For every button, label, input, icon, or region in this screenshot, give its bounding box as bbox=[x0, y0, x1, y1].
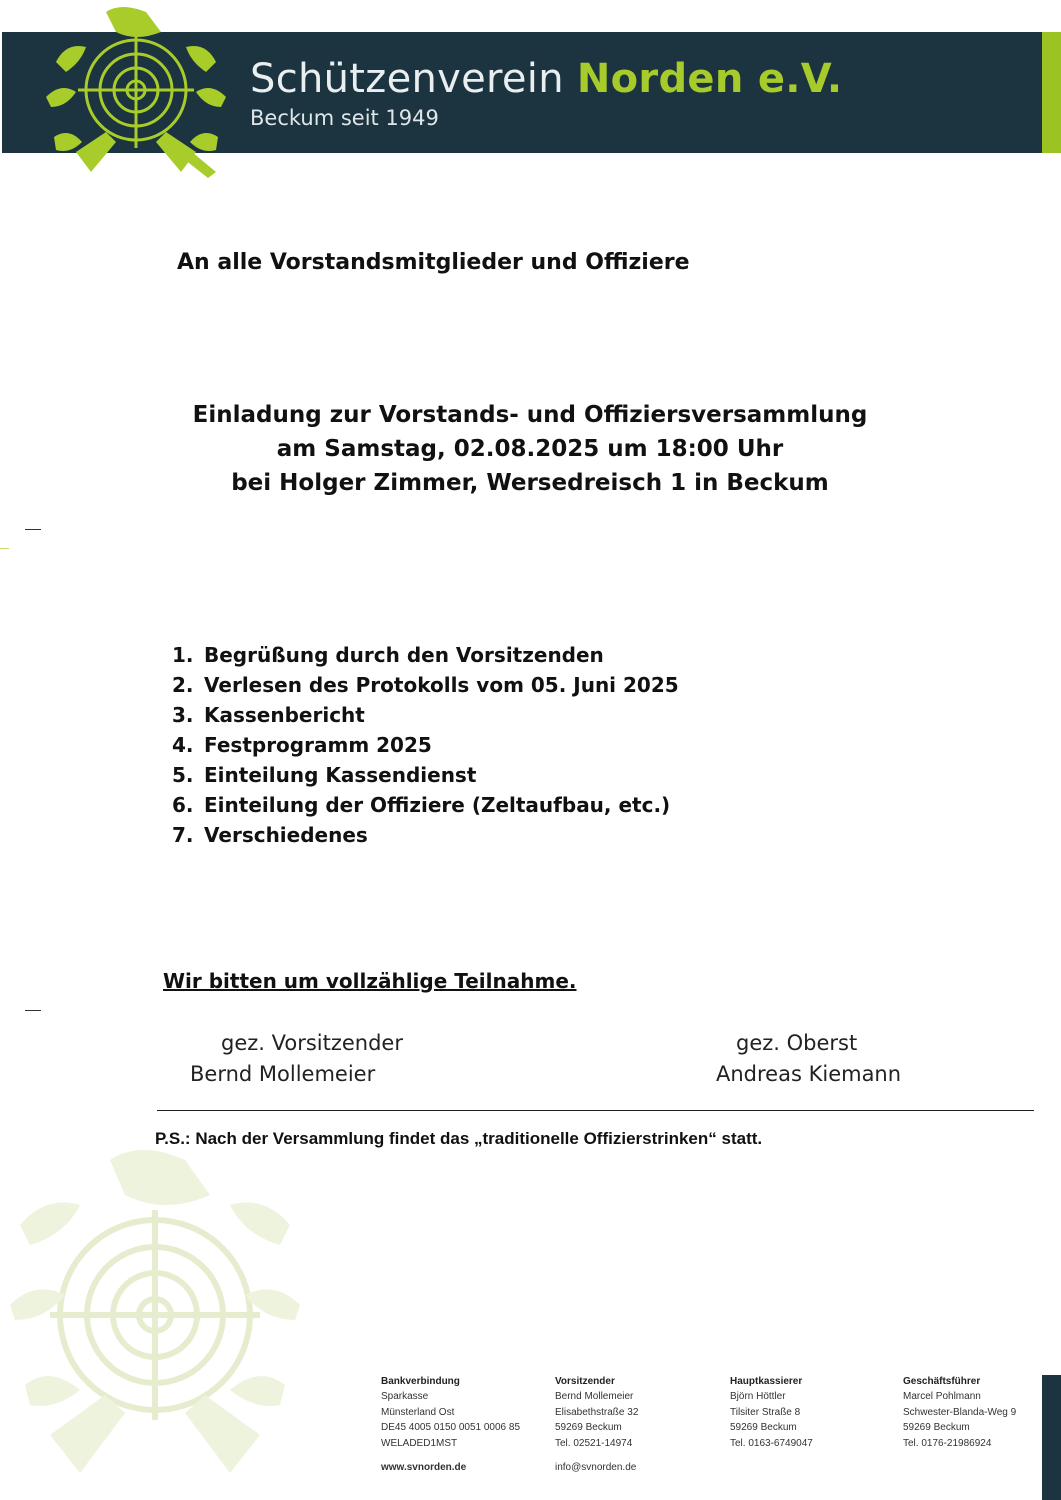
agenda-item bbox=[172, 760, 679, 790]
signature-left-name: Bernd Mollemeier bbox=[190, 1062, 376, 1086]
club-subtitle: Beckum seit 1949 bbox=[250, 106, 439, 130]
footer-manager-line: Marcel Pohlmann bbox=[903, 1391, 981, 1403]
footer-chairman-line: Elisabethstraße 32 bbox=[555, 1406, 639, 1418]
footer-bank-line: WELADED1MST bbox=[381, 1437, 458, 1449]
agenda-number: 2. bbox=[172, 673, 194, 697]
agenda-number: 3. bbox=[172, 703, 194, 727]
agenda-item bbox=[172, 790, 679, 820]
agenda-item bbox=[172, 640, 679, 670]
club-name-title: Schützenverein Norden e.V. bbox=[250, 56, 843, 102]
attendance-request: Wir bitten um vollzählige Teilnahme. bbox=[163, 969, 577, 993]
invitation-heading bbox=[160, 398, 900, 500]
margin-mark bbox=[25, 529, 41, 530]
footer-treasurer-heading: Hauptkassierer bbox=[730, 1376, 803, 1387]
signature-right-role: gez. Oberst bbox=[736, 1031, 858, 1055]
footer-chairman-column bbox=[555, 1374, 638, 1451]
footer-bank-line: Münsterland Ost bbox=[381, 1406, 455, 1418]
invitation-line-3: bei Holger Zimmer, Wersedreisch 1 in Beckum bbox=[231, 470, 829, 496]
agenda-text: Kassenbericht bbox=[204, 703, 365, 727]
agenda-list bbox=[172, 640, 679, 850]
agenda-text: Begrüßung durch den Vorsitzenden bbox=[204, 643, 604, 667]
footer-treasurer-line: 59269 Beckum bbox=[730, 1422, 797, 1434]
agenda-number: 4. bbox=[172, 733, 194, 757]
divider-line bbox=[157, 1110, 1034, 1111]
signature-right-name: Andreas Kiemann bbox=[716, 1062, 902, 1086]
header-accent-stripe bbox=[1042, 32, 1061, 153]
margin-mark bbox=[0, 548, 9, 549]
footer-chairman-line: 59269 Beckum bbox=[555, 1422, 622, 1434]
footer-chairman-line: Bernd Mollemeier bbox=[555, 1391, 634, 1403]
footer-chairman-line: Tel. 02521-14974 bbox=[555, 1437, 633, 1449]
footer-bank-heading: Bankverbindung bbox=[381, 1376, 460, 1387]
recipient-line: An alle Vorstandsmitglieder und Offiziere bbox=[177, 250, 690, 275]
footer-bank-line: Sparkasse bbox=[381, 1391, 429, 1403]
agenda-number: 5. bbox=[172, 763, 194, 787]
invitation-line-2: am Samstag, 02.08.2025 um 18:00 Uhr bbox=[276, 436, 784, 462]
footer-treasurer-line: Björn Höttler bbox=[730, 1391, 786, 1403]
agenda-item bbox=[172, 670, 679, 700]
footer-chairman-heading: Vorsitzender bbox=[555, 1376, 615, 1387]
club-emblem-logo bbox=[36, 2, 236, 187]
agenda-text: Verschiedenes bbox=[204, 823, 368, 847]
email-link[interactable]: info@svnorden.de bbox=[555, 1462, 637, 1473]
footer-treasurer-line: Tilsiter Straße 8 bbox=[730, 1406, 801, 1418]
signature-left-role: gez. Vorsitzender bbox=[221, 1031, 403, 1055]
club-emblem-watermark bbox=[0, 1145, 320, 1490]
agenda-number: 6. bbox=[172, 793, 194, 817]
footer-treasurer-line: Tel. 0163-6749047 bbox=[730, 1437, 813, 1449]
footer-manager-line: Tel. 0176-21986924 bbox=[903, 1437, 992, 1449]
footer-bank-column bbox=[381, 1374, 520, 1451]
postscript: P.S.: Nach der Versammlung findet das „traditionelle Offizierstrinken“ statt. bbox=[155, 1129, 763, 1148]
invitation-line-1: Einladung zur Vorstands- und Offiziersversammlung bbox=[192, 402, 868, 428]
agenda-text: Einteilung Kassendienst bbox=[204, 763, 477, 787]
footer-accent-bar bbox=[1042, 1375, 1061, 1500]
agenda-item bbox=[172, 730, 679, 760]
agenda-text: Verlesen des Protokolls vom 05. Juni 2025 bbox=[204, 673, 679, 697]
agenda-number: 1. bbox=[172, 643, 194, 667]
footer-manager-column bbox=[903, 1374, 1016, 1451]
footer-bank-line: DE45 4005 0150 0051 0006 85 bbox=[381, 1422, 521, 1434]
agenda-item bbox=[172, 820, 679, 850]
agenda-text: Einteilung der Offiziere (Zeltaufbau, etc.) bbox=[204, 793, 671, 817]
footer-manager-line: Schwester-Blanda-Weg 9 bbox=[903, 1406, 1017, 1418]
agenda-number: 7. bbox=[172, 823, 194, 847]
footer-manager-heading: Geschäftsführer bbox=[903, 1376, 981, 1387]
agenda-text: Festprogramm 2025 bbox=[204, 733, 432, 757]
agenda-item bbox=[172, 700, 679, 730]
footer-manager-line: 59269 Beckum bbox=[903, 1422, 970, 1434]
website-link[interactable]: www.svnorden.de bbox=[381, 1462, 467, 1473]
footer-treasurer-column bbox=[730, 1374, 813, 1451]
club-name-accent: Norden e.V. bbox=[576, 56, 843, 102]
margin-mark bbox=[25, 1010, 41, 1011]
